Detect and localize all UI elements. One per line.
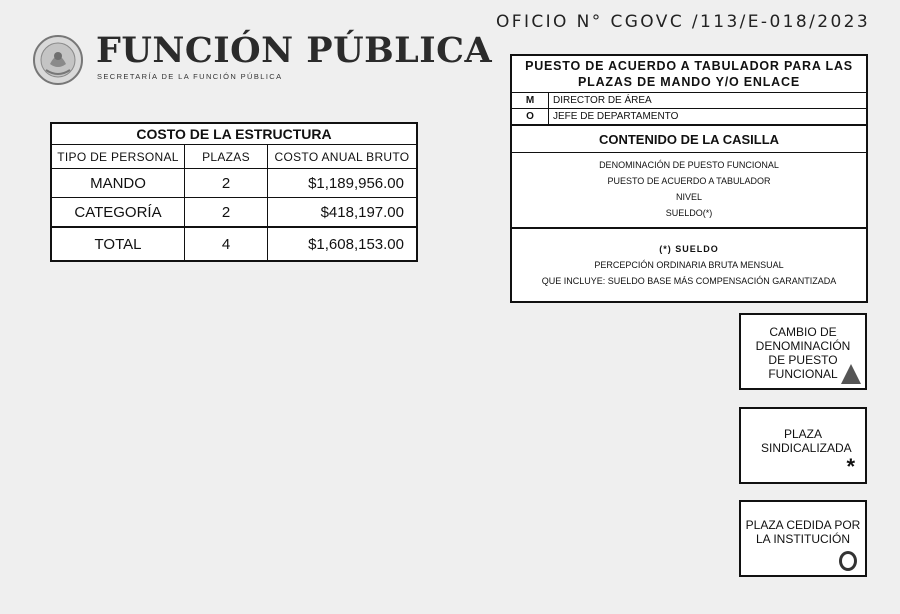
legend-code-desc: DIRECTOR DE ÁREA	[549, 93, 868, 109]
legend-code-row	[511, 109, 867, 126]
symbol-box-sindicalizada	[739, 407, 867, 484]
legend-note-line: QUE INCLUYE: SUELDO BASE MÁS COMPENSACIÓN GARANTIZADA	[541, 276, 837, 286]
legend-note	[511, 228, 867, 302]
legend-content-line: PUESTO DE ACUERDO A TABULADOR	[607, 176, 771, 186]
column-header-plazas: PLAZAS	[185, 145, 268, 169]
column-header-tipo: TIPO DE PERSONAL	[51, 145, 185, 169]
cell-plazas: 2	[185, 198, 268, 228]
legend-contents	[511, 153, 867, 229]
cost-table-title: COSTO DE LA ESTRUCTURA	[51, 123, 417, 145]
cost-structure-table	[50, 122, 418, 262]
column-header-costo: COSTO ANUAL BRUTO	[268, 145, 418, 169]
legend-section-title: CONTENIDO DE LA CASILLA	[511, 125, 867, 153]
cell-costo: $418,197.00	[268, 198, 418, 228]
cell-tipo: TOTAL	[51, 227, 185, 261]
legend-note-title: (*) SUELDO	[659, 244, 719, 254]
asterisk-icon: *	[846, 454, 855, 479]
symbol-box-cambio	[739, 313, 867, 390]
brand-title: FUNCIÓN PÚBLICA	[96, 30, 493, 71]
legend-content-line: DENOMINACIÓN DE PUESTO FUNCIONAL	[599, 160, 779, 170]
cell-costo: $1,608,153.00	[268, 227, 418, 261]
legend-code: O	[511, 109, 549, 126]
cell-plazas: 2	[185, 169, 268, 198]
legend-table	[510, 54, 868, 303]
legend-content-line: SUELDO(*)	[665, 208, 713, 218]
symbol-label: PLAZA CEDIDA POR LA INSTITUCIÓN	[745, 518, 861, 546]
cell-plazas: 4	[185, 227, 268, 261]
legend-note-line: PERCEPCIÓN ORDINARIA BRUTA MENSUAL	[594, 260, 784, 270]
table-row	[51, 198, 417, 228]
symbol-box-cedida	[739, 500, 867, 577]
legend-content-line: NIVEL	[675, 192, 702, 202]
table-row-total	[51, 227, 417, 261]
triangle-icon	[841, 364, 861, 384]
table-row	[51, 169, 417, 198]
cell-costo: $1,189,956.00	[268, 169, 418, 198]
legend-title: PUESTO DE ACUERDO A TABULADOR PARA LAS PLAZAS DE MANDO Y/O ENLACE	[511, 55, 867, 93]
brand-subtitle: SECRETARÍA DE LA FUNCIÓN PÚBLICA	[97, 72, 283, 81]
circle-icon	[839, 551, 857, 571]
legend-code-desc: JEFE DE DEPARTAMENTO	[549, 109, 868, 126]
oficio-number: OFICIO N° CGOVC /113/E-018/2023	[496, 12, 871, 32]
legend-code: M	[511, 93, 549, 109]
cell-tipo: CATEGORÍA	[51, 198, 185, 228]
symbol-label: PLAZA SINDICALIZADA	[761, 427, 852, 455]
legend-code-row	[511, 93, 867, 109]
symbol-label: CAMBIO DE DENOMINACIÓN DE PUESTO FUNCIONAL	[755, 325, 851, 381]
government-seal-logo	[32, 34, 84, 86]
cell-tipo: MANDO	[51, 169, 185, 198]
